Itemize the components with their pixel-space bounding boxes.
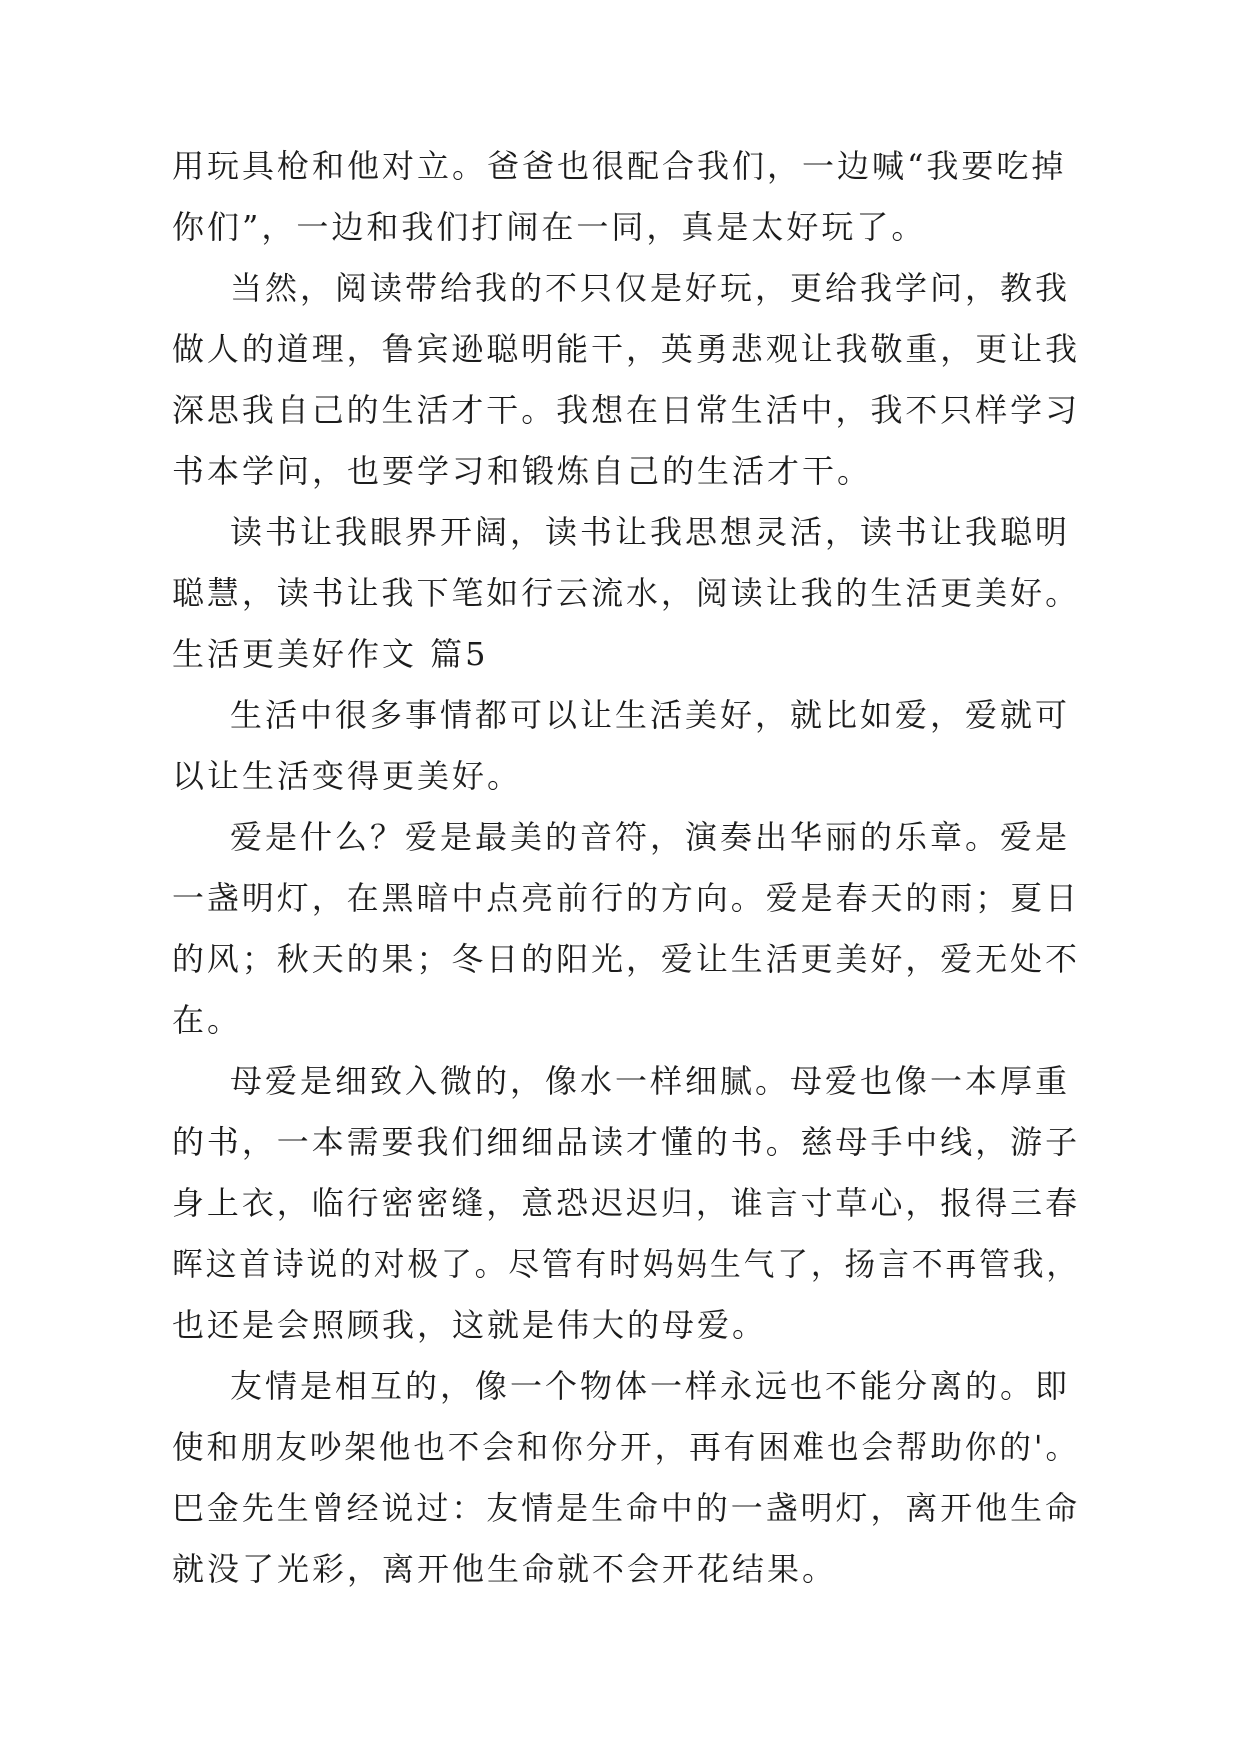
line-text: 书本学问，也要学习和锻炼自己的生活才干。 [172, 452, 873, 490]
line-text: 友情是相互的，像一个物体一样永远也不能分离的。即 [230, 1367, 1071, 1405]
line-text: 聪慧，读书让我下笔如行云流水，阅读让我的生活更美好。 [172, 574, 1081, 612]
line-text: 在。 [172, 1001, 243, 1039]
line-text: 做人的道理，鲁宾逊聪明能干，英勇悲观让我敬重，更让我 [172, 330, 1081, 368]
paragraph-first-line [0, 1051, 1241, 1111]
heading-text: 生活更美好作文 篇5 [172, 635, 489, 673]
text-line [0, 441, 1241, 501]
text-line [0, 990, 1241, 1050]
line-text: 的风；秋天的果；冬日的阳光，爱让生活更美好，爱无处不 [172, 940, 1081, 978]
text-line [0, 929, 1241, 989]
paragraph-first-line [0, 807, 1241, 867]
text-line [0, 136, 1241, 196]
text-line [0, 1295, 1241, 1355]
text-line [0, 1234, 1241, 1294]
text-line [0, 1478, 1241, 1538]
line-text: 一盏明灯，在黑暗中点亮前行的方向。爱是春天的雨；夏日 [172, 879, 1081, 917]
line-text: 使和朋友吵架他也不会和你分开，再有困难也会帮助你的'。 [172, 1428, 1080, 1466]
text-line [0, 563, 1241, 623]
line-text: 晖这首诗说的对极了。尽管有时妈妈生气了，扬言不再管我， [172, 1245, 1080, 1283]
line-text: 用玩具枪和他对立。爸爸也很配合我们，一边喊“我要吃掉 [172, 147, 1067, 185]
text-line [0, 319, 1241, 379]
line-text: 也还是会照顾我，这就是伟大的母爱。 [172, 1306, 768, 1344]
line-text: 爱是什么？爱是最美的音符，演奏出华丽的乐章。爱是 [230, 818, 1071, 856]
line-text: 身上衣，临行密密缝，意恐迟迟归，谁言寸草心，报得三春 [172, 1184, 1081, 1222]
line-text: 的书，一本需要我们细细品读才懂的书。慈母手中线，游子 [172, 1123, 1081, 1161]
text-line [0, 1112, 1241, 1172]
line-text: 母爱是细致入微的，像水一样细腻。母爱也像一本厚重 [230, 1062, 1071, 1100]
line-text: 深思我自己的生活才干。我想在日常生活中，我不只样学习 [172, 391, 1081, 429]
section-heading [0, 624, 1241, 684]
text-line [0, 197, 1241, 257]
text-line [0, 868, 1241, 928]
text-line [0, 380, 1241, 440]
paragraph-first-line [0, 685, 1241, 745]
paragraph-first-line [0, 258, 1241, 318]
text-line [0, 746, 1241, 806]
line-text: 以让生活变得更美好。 [172, 757, 523, 795]
paragraph-first-line [0, 502, 1241, 562]
line-text: 你们”，一边和我们打闹在一同，真是太好玩了。 [172, 208, 927, 246]
line-text: 巴金先生曾经说过：友情是生命中的一盏明灯，离开他生命 [172, 1489, 1081, 1527]
line-text: 就没了光彩，离开他生命就不会开花结果。 [172, 1550, 838, 1588]
line-text: 生活中很多事情都可以让生活美好，就比如爱，爱就可 [230, 696, 1071, 734]
paragraph-first-line [0, 1356, 1241, 1416]
line-text: 当然，阅读带给我的不只仅是好玩，更给我学问，教我 [230, 269, 1071, 307]
line-text: 读书让我眼界开阔，读书让我思想灵活，读书让我聪明 [230, 513, 1071, 551]
text-line [0, 1417, 1241, 1477]
text-line [0, 1173, 1241, 1233]
text-line [0, 1539, 1241, 1599]
